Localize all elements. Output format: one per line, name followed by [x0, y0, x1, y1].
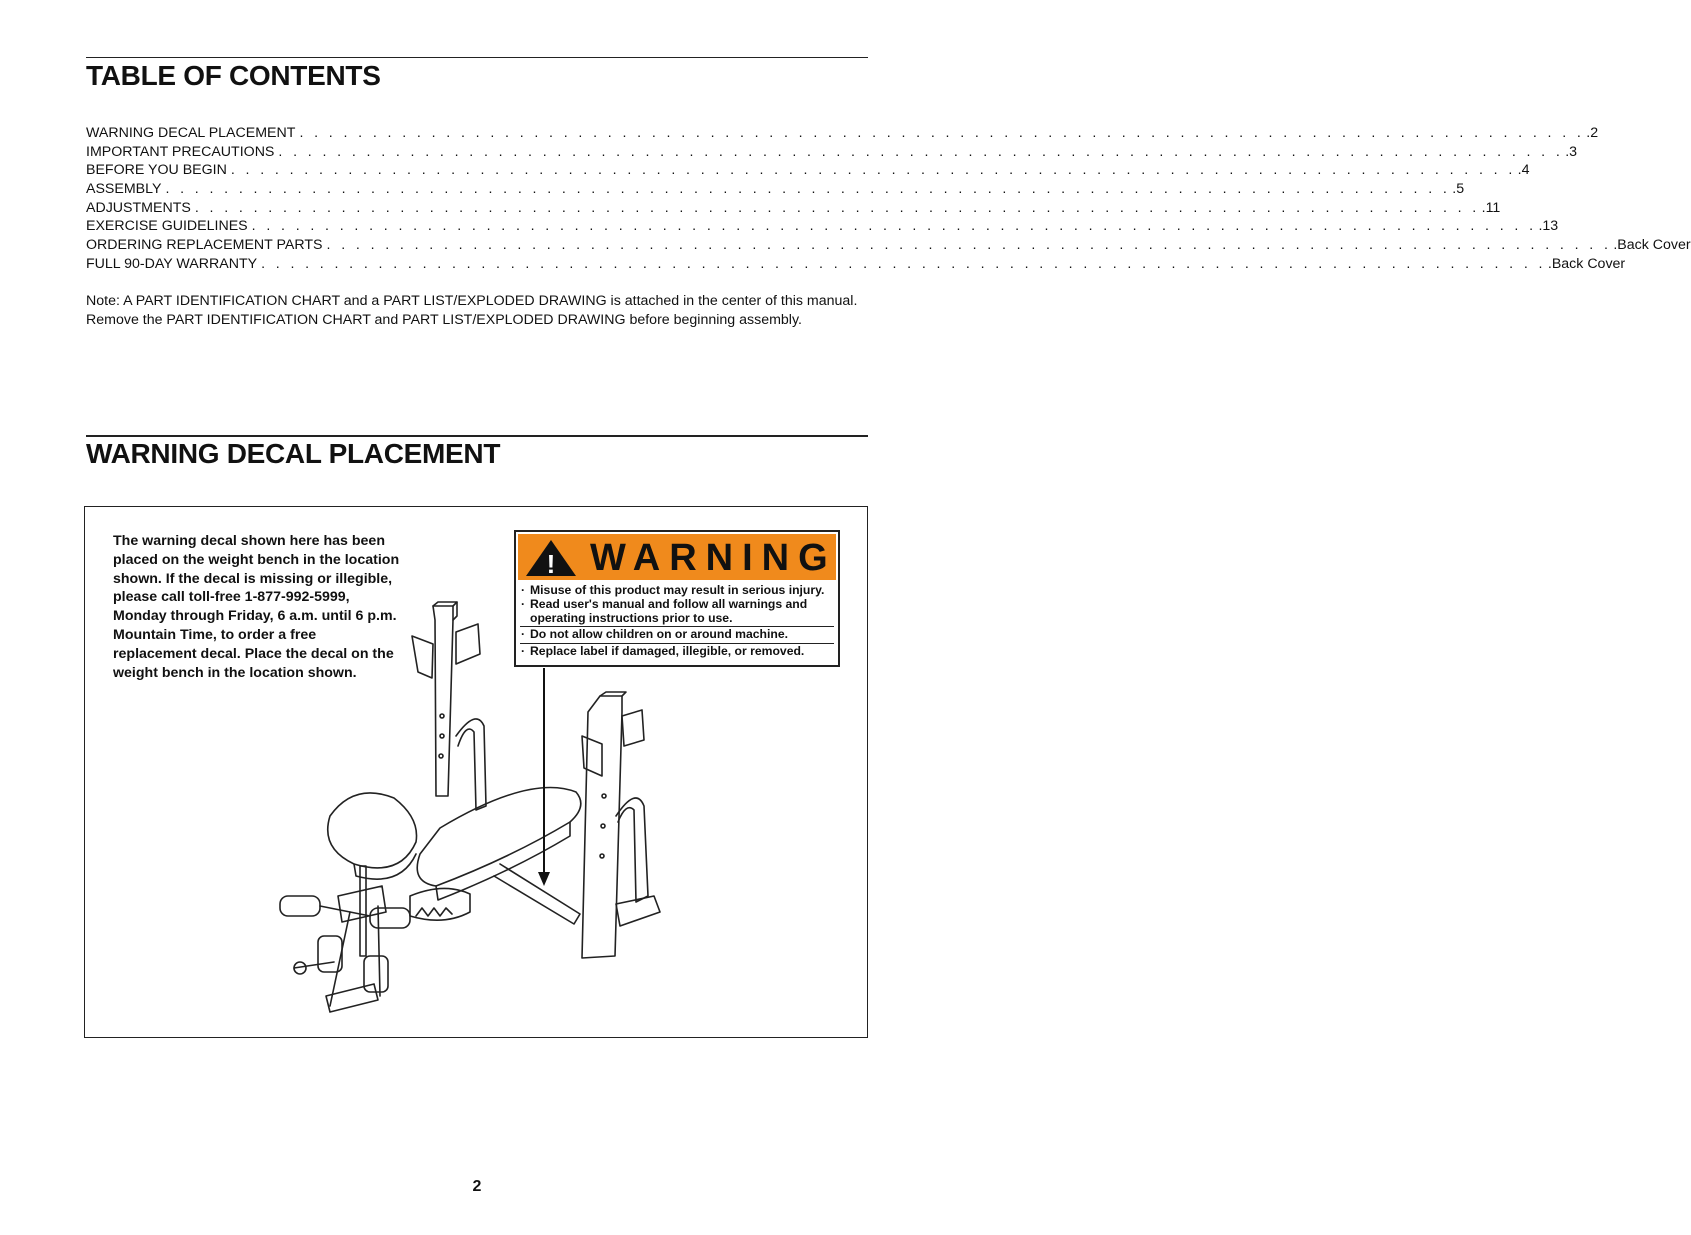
warning-triangle-icon [524, 538, 578, 578]
toc-entry[interactable] [86, 199, 1501, 218]
toc-leader: . . . . . . . . . . . . . . . . . . . . . . . . . . . . . . . . . . . . . . . . . . . . . . . . . . . . . . . . . . . . . . . . . . . . . . . . . . . . . . . . . . . . . . . . [230, 162, 1516, 179]
toc-leader: . . . . . . . . . . . . . . . . . . . . . . . . . . . . . . . . . . . . . . . . . . . . . . . . . . . . . . . . . . . . . . . . . . . . . . . . . . . . . . . . . . . . . . . . [165, 181, 1451, 198]
toc-note: Note: A PART IDENTIFICATION CHART and a PART LIST/EXPLODED DRAWING is attached in the center of this manual. Remove the PART IDENTIFICATION CHART and PART LIST/EXPLODED DRAWING before beginning assembly. [86, 293, 858, 328]
toc-leader: . . . . . . . . . . . . . . . . . . . . . . . . . . . . . . . . . . . . . . . . . . . . . . . . . . . . . . . . . . . . . . . . . . . . . . . . . . . . . . . . . . . . . . . . [261, 255, 1546, 272]
section-rule [86, 435, 868, 437]
warning-decal-heading: WARNING [590, 537, 837, 579]
toc-entry[interactable] [86, 161, 1530, 180]
toc-entry-page: .13 [1538, 218, 1559, 235]
toc-entry-page: .Back Cover [1547, 255, 1626, 272]
warning-decal-items [520, 584, 834, 659]
toc-entry[interactable] [86, 124, 1599, 143]
toc-entry-title: EXERCISE GUIDELINES [86, 218, 248, 235]
toc-entry[interactable] [86, 217, 1559, 236]
warning-item: · Misuse of this product may result in serious injury. [521, 583, 825, 597]
decal-instructions: The warning decal shown here has been placed on the weight bench in the location shown. If the decal is missing or illegible, please call toll-free 1-877-992-5999, Monday through Friday, 6 a.m. until 6 p.m. Mountain Time, to order a free replacement decal. Place the decal on the weight bench in the location shown. [113, 533, 400, 681]
toc-entry-page: .2 [1586, 125, 1599, 141]
toc-entry[interactable] [86, 143, 1578, 162]
warning-item: · Read user's manual and follow all warnings and operating instructions prior to use. [521, 596, 808, 625]
toc-entry-title: WARNING DECAL PLACEMENT [86, 125, 296, 141]
warning-symbol: ! [546, 549, 556, 579]
warning-item: · Do not allow children on or around machine. [521, 627, 788, 642]
warning-decal-header [518, 534, 836, 580]
toc-heading: TABLE OF CONTENTS [86, 60, 381, 91]
toc-entry[interactable] [86, 236, 1691, 255]
toc-leader: . . . . . . . . . . . . . . . . . . . . . . . . . . . . . . . . . . . . . . . . . . . . . . . . . . . . . . . . . . . . . . . . . . . . . . . . . . . . . . . . . . . . . . . . [194, 199, 1480, 216]
toc-leader: . . . . . . . . . . . . . . . . . . . . . . . . . . . . . . . . . . . . . . . . . . . . . . . . . . . . . . . . . . . . . . . . . . . . . . . . . . . . . . . . . . . . . . . . [278, 143, 1564, 160]
toc-entry-page: .Back Cover [1613, 237, 1691, 254]
toc-entry-title: FULL 90-DAY WARRANTY [86, 255, 258, 272]
toc-entry-page: .4 [1517, 162, 1530, 179]
toc-entry[interactable] [86, 255, 1626, 274]
warning-decal [514, 530, 840, 667]
toc-leader: . . . . . . . . . . . . . . . . . . . . . . . . . . . . . . . . . . . . . . . . . . . . . . . . . . . . . . . . . . . . . . . . . . . . . . . . . . . . . . . . . . . . . . . . [251, 218, 1537, 235]
toc-leader: . . . . . . . . . . . . . . . . . . . . . . . . . . . . . . . . . . . . . . . . . . . . . . . . . . . . . . . . . . . . . . . . . . . . . . . . . . . . . . . . . . . . . . . . [299, 125, 1585, 141]
toc-entry-title: BEFORE YOU BEGIN [86, 162, 227, 179]
top-rule [86, 57, 868, 58]
warning-item: · Replace label if damaged, illegible, or removed. [521, 644, 805, 659]
toc-entry-title: ADJUSTMENTS [86, 199, 191, 216]
page-number: 2 [472, 1178, 482, 1195]
toc-list [86, 124, 1691, 274]
toc-leader: . . . . . . . . . . . . . . . . . . . . . . . . . . . . . . . . . . . . . . . . . . . . . . . . . . . . . . . . . . . . . . . . . . . . . . . . . . . . . . . . . . . . . . . . [326, 237, 1612, 254]
toc-entry-title: IMPORTANT PRECAUTIONS [86, 143, 275, 160]
toc-entry-page: .3 [1565, 143, 1578, 160]
warning-section-heading: WARNING DECAL PLACEMENT [86, 438, 501, 469]
toc-entry-page: .11 [1481, 199, 1501, 216]
toc-entry-title: ORDERING REPLACEMENT PARTS [86, 237, 323, 254]
toc-entry-title: ASSEMBLY [86, 181, 162, 198]
toc-entry-page: .5 [1452, 181, 1465, 198]
toc-entry[interactable] [86, 180, 1465, 199]
